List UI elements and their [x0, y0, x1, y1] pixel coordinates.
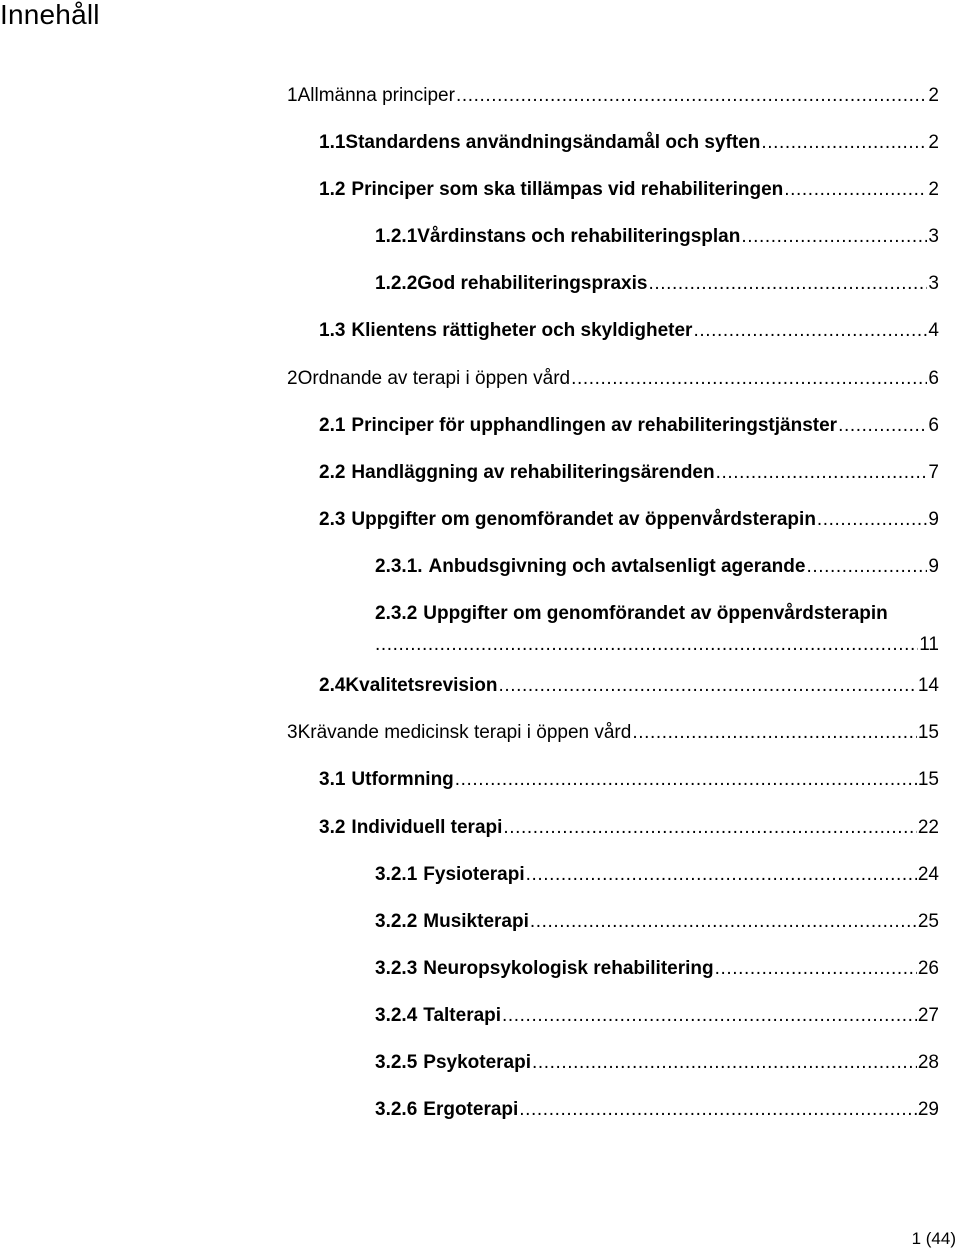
toc-entry[interactable]: [375, 1098, 939, 1122]
toc-page-number: 24: [917, 864, 939, 885]
toc-leader-dots: [648, 272, 927, 296]
toc-page-number: 27: [917, 1005, 939, 1026]
toc-page-number: 25: [917, 911, 939, 932]
toc-page-number: 6: [928, 415, 939, 436]
toc-number: 3.2.6: [375, 1099, 418, 1120]
toc-leader-dots: [741, 225, 927, 249]
toc-entry[interactable]: [375, 272, 939, 296]
toc-number: 2.3.1.: [375, 556, 423, 577]
toc-title: Individuell terapi: [351, 817, 503, 838]
toc-leader-dots: [526, 863, 917, 887]
toc-leader-dots: [632, 721, 917, 745]
toc-leader-dots: [530, 910, 917, 934]
toc-page-number: 3: [928, 226, 939, 247]
page-title: Innehåll: [0, 0, 100, 30]
toc-title: Talterapi: [423, 1005, 502, 1026]
toc-title: Neuropsykologisk rehabilitering: [423, 958, 714, 979]
toc-title: Klientens rättigheter och skyldigheter: [351, 320, 693, 341]
toc-page-number: 9: [928, 556, 939, 577]
toc-page-number: 2: [928, 132, 939, 153]
toc-number: 3.2.4: [375, 1005, 418, 1026]
toc-entry[interactable]: [287, 721, 939, 745]
toc-entry[interactable]: [319, 508, 939, 532]
toc-page-number: 29: [917, 1099, 939, 1120]
toc-entry[interactable]: [375, 957, 939, 981]
toc-number: 2.2: [319, 462, 346, 483]
toc-entry[interactable]: [319, 131, 939, 155]
toc-title: Anbudsgivning och avtalsenligt agerande: [428, 556, 806, 577]
toc-number: 3.2.3: [375, 958, 418, 979]
toc-title: Standardens användningsändamål och syften: [345, 132, 761, 153]
toc-entry[interactable]: [375, 602, 939, 657]
toc-entry[interactable]: [319, 178, 939, 202]
toc-title: Handläggning av rehabiliteringsärenden: [351, 462, 715, 483]
toc-leader-dots: [455, 768, 917, 792]
toc-leader-dots: [838, 414, 927, 438]
toc-entry[interactable]: [375, 1051, 939, 1075]
toc-leader-dots: [519, 1098, 917, 1122]
toc-entry[interactable]: [375, 863, 939, 887]
toc-page-number: 9: [928, 509, 939, 530]
toc-page-number: 2: [928, 179, 939, 200]
toc-leader-dots: [693, 319, 927, 343]
toc-entry[interactable]: [375, 1004, 939, 1028]
toc-leader-dots: [375, 633, 918, 657]
toc-number: 2.3.2: [375, 603, 418, 624]
toc-number: 3: [287, 722, 298, 743]
toc-leader-dots: [456, 84, 927, 108]
toc-page-number: 7: [928, 462, 939, 483]
toc-entry[interactable]: [287, 84, 939, 108]
toc-entry[interactable]: [375, 225, 939, 249]
toc-number: 1: [287, 85, 298, 106]
toc-leader-dots: [761, 131, 927, 155]
toc-title: Ergoterapi: [423, 1099, 519, 1120]
toc-page-number: 3: [928, 273, 939, 294]
toc-title: Uppgifter om genomförandet av öppenvårdsterapin: [423, 603, 888, 624]
toc-title: Musikterapi: [423, 911, 529, 932]
toc-title: Psykoterapi: [423, 1052, 531, 1073]
toc-entry[interactable]: [319, 768, 939, 792]
toc-entry[interactable]: [287, 367, 939, 391]
toc-title: Uppgifter om genomförandet av öppenvårdsterapin: [351, 509, 816, 530]
toc-leader-dots: [499, 674, 917, 698]
toc-page-number: 22: [917, 817, 939, 838]
toc-entry[interactable]: [319, 414, 939, 438]
toc-leader-dots: [716, 461, 928, 485]
toc-number: 1.2.2: [375, 273, 418, 294]
toc-number: 3.2.2: [375, 911, 418, 932]
toc-title: Allmänna principer: [297, 85, 455, 106]
toc-number: 3.1: [319, 769, 346, 790]
toc-page-number: 2: [928, 85, 939, 106]
toc-leader-dots: [571, 367, 927, 391]
toc-title: Principer som ska tillämpas vid rehabiliteringen: [351, 179, 784, 200]
toc-page-number: 11: [919, 634, 939, 655]
toc-leader-dots: [806, 555, 927, 579]
toc-leader-dots: [532, 1051, 917, 1075]
toc-number: 1.2.1: [375, 226, 418, 247]
toc-number: 1.1: [319, 132, 346, 153]
toc-leader-dots: [817, 508, 928, 532]
toc-page-number: 15: [917, 769, 939, 790]
toc-title: Vårdinstans och rehabiliteringsplan: [417, 226, 741, 247]
toc-title: Kvalitetsrevision: [345, 675, 498, 696]
toc-page-number: 15: [917, 722, 939, 743]
toc-leader-dots: [715, 957, 917, 981]
toc-number: 1.3: [319, 320, 346, 341]
toc-entry[interactable]: [319, 816, 939, 840]
toc-number: 2.3: [319, 509, 346, 530]
toc-entry[interactable]: [319, 319, 939, 343]
toc-entry[interactable]: [319, 674, 939, 698]
toc-number: 2: [287, 368, 298, 389]
toc-title: Krävande medicinsk terapi i öppen vård: [297, 722, 632, 743]
toc-entry[interactable]: [375, 555, 939, 579]
toc-number: 2.1: [319, 415, 346, 436]
toc-number: 3.2.5: [375, 1052, 418, 1073]
toc-number: 2.4: [319, 675, 346, 696]
toc-page-number: 6: [928, 368, 939, 389]
toc-page-number: 26: [917, 958, 939, 979]
toc-number: 3.2: [319, 817, 346, 838]
toc-page-number: 14: [917, 675, 939, 696]
page-number-footer: 1 (44): [911, 1229, 956, 1248]
toc-entry[interactable]: [319, 461, 939, 485]
toc-title: Utformning: [351, 769, 454, 790]
toc-page-number: 4: [928, 320, 939, 341]
toc-title: Ordnande av terapi i öppen vård: [297, 368, 571, 389]
toc-title: God rehabiliteringspraxis: [417, 273, 648, 294]
toc-leader-dots: [784, 178, 927, 202]
toc-page-number: 28: [917, 1052, 939, 1073]
toc-leader-dots: [502, 1004, 917, 1028]
toc-title: Principer för upphandlingen av rehabiliteringstjänster: [351, 415, 838, 436]
toc-title: Fysioterapi: [423, 864, 525, 885]
toc-number: 3.2.1: [375, 864, 418, 885]
toc-leader-dots: [503, 816, 916, 840]
toc-number: 1.2: [319, 179, 346, 200]
toc-entry[interactable]: [375, 910, 939, 934]
